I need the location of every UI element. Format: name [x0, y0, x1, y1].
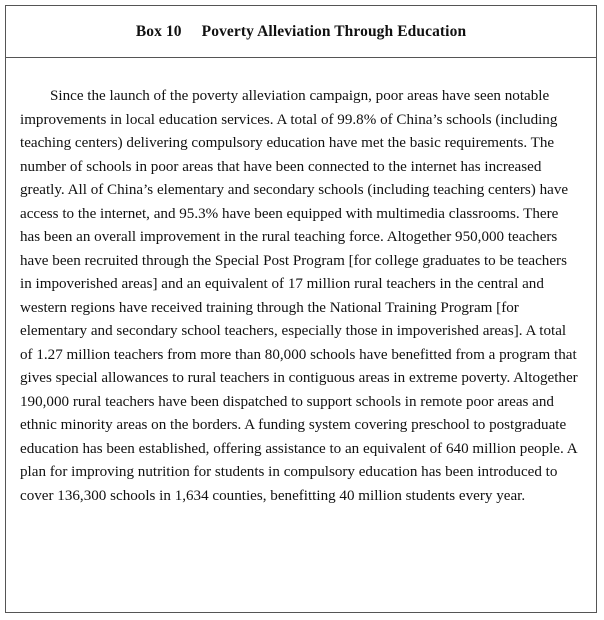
box-paragraph: Since the launch of the poverty alleviation campaign, poor areas have seen notable improvements in local education services. A total of 99.8% of China’s schools (including teaching centers) delivering compulsory education have met the basic requirements. The number of schools in poor areas that have been connected to the internet has increased greatly. All of China’s elementary and secondary schools (including teaching centers) have access to the internet, and 95.3% have been equipped with multimedia classrooms. There has been an overall improvement in the rural teaching force. Altogether 950,000 teachers have been recruited through the Special Post Program [for college graduates to be teachers in impoverished areas] and an equivalent of 17 million rural teachers in the central and western regions have received training through the National Training Program [for elementary and secondary school teachers, especially those in impoverished areas]. A total of 1.27 million teachers from more than 80,000 schools have benefitted from a program that gives special allowances to rural teachers in contiguous areas in extreme poverty. Altogether 190,000 rural teachers have been dispatched to support schools in remote poor areas and ethnic minority areas on the borders. A funding system covering preschool to postgraduate education has been established, offering assistance to an equivalent of 640 million people. A plan for improving nutrition for students in compulsory education has been introduced to cover 136,300 schools in 1,634 counties, benefitting 40 million students every year.: [20, 88, 578, 504]
box-title: Poverty Alleviation Through Education: [201, 22, 467, 40]
box-header: [6, 6, 596, 58]
box-body: [6, 58, 596, 508]
box-number: Box 10: [135, 22, 182, 40]
text-box: [5, 5, 597, 613]
